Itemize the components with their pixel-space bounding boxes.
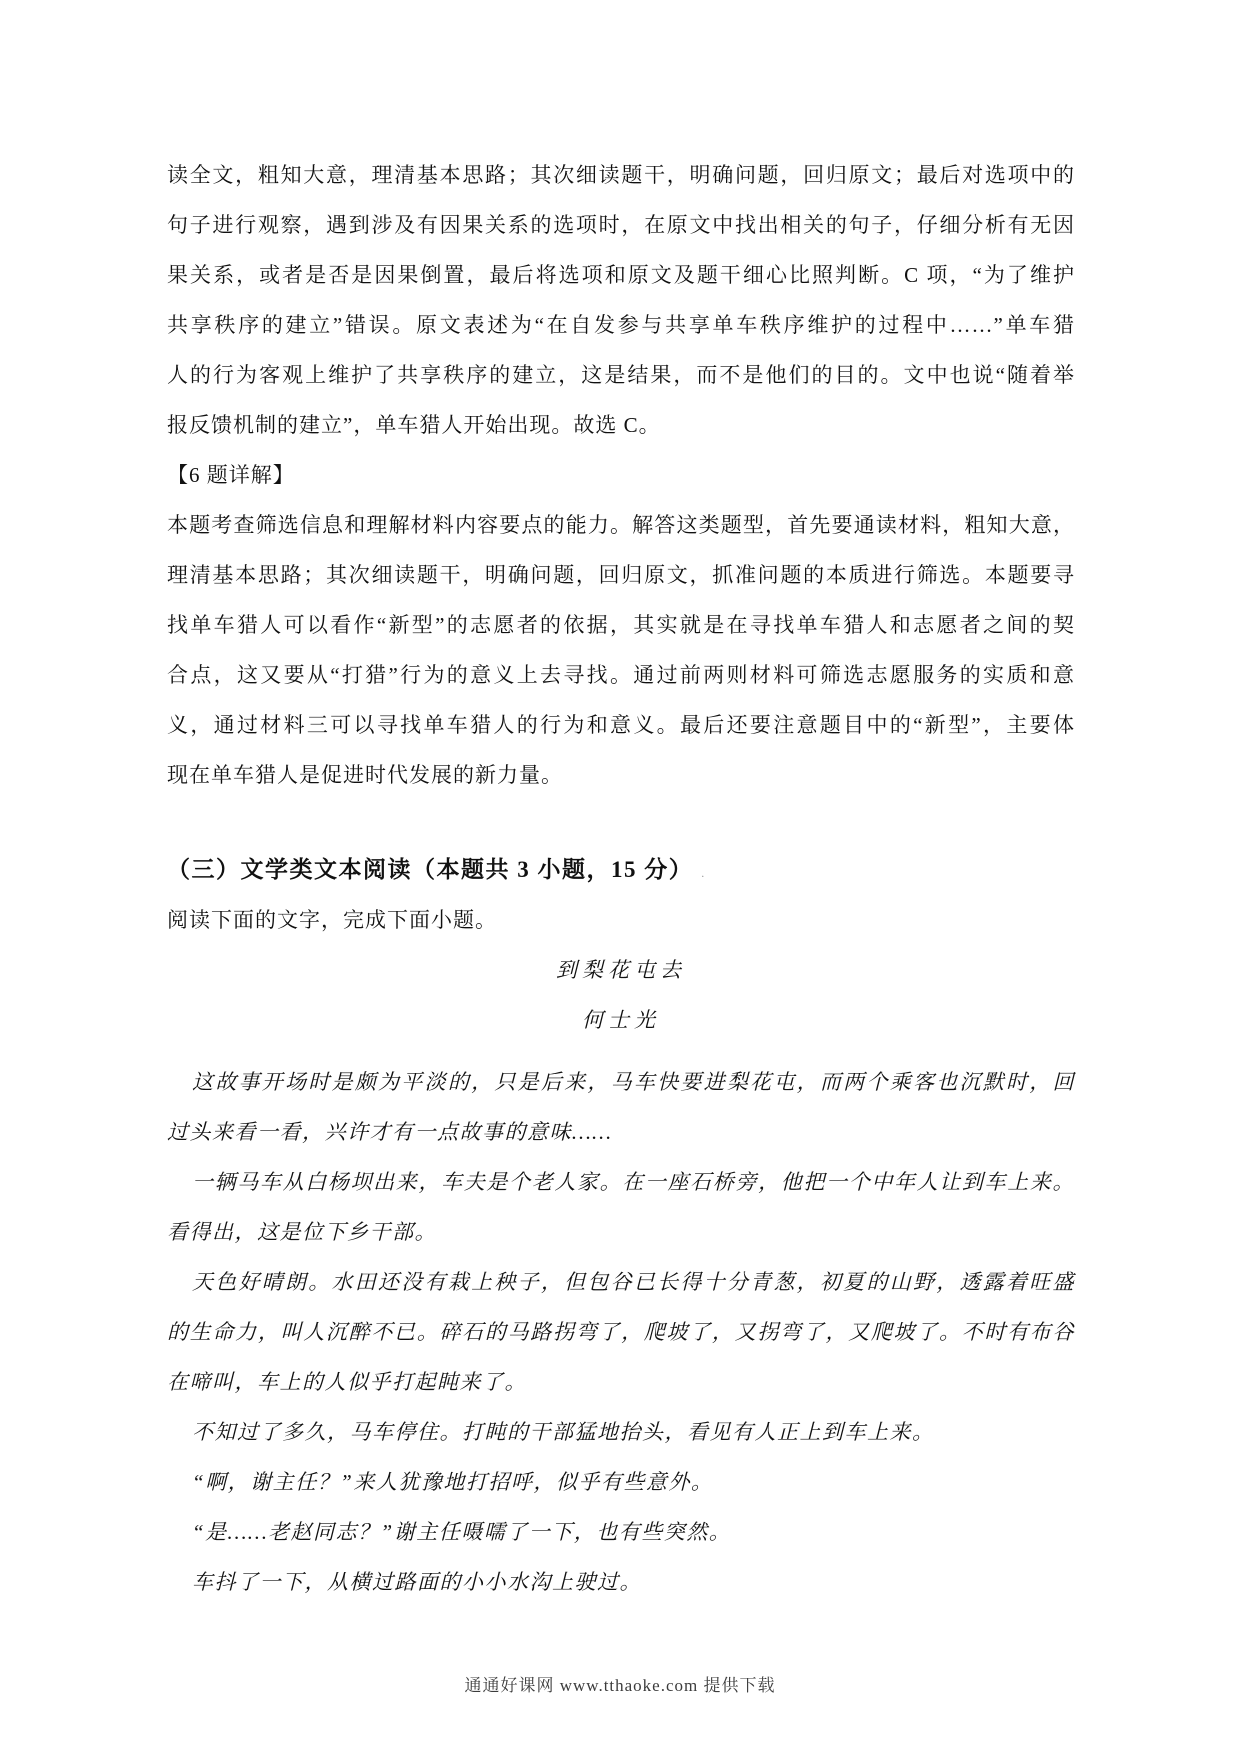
answer-6-analysis-line: 现在单车猎人是促进时代发展的新力量。 [167,763,563,787]
story-text-line: 看得出，这是位下乡干部。 [167,1220,437,1244]
story-author-text: 何士光 [582,1008,660,1032]
answer-6-analysis-line: 本题考查筛选信息和理解材料内容要点的能力。解答这类题型，首先要通读材料，粗知大意， [167,513,1075,537]
story-title-text: 到梨花屯去 [556,958,686,982]
document-content [167,150,1075,1607]
story-author [167,995,1075,1045]
story-text-line: “是……老赵同志？”谢主任嗫嚅了一下，也有些突然。 [192,1520,732,1544]
answer-5-analysis-line: 果关系，或者是否是因果倒置，最后将选项和原文及题干细心比照判断。C 项，“为了维护 [167,263,1075,287]
answer-6-analysis-line: 找单车猎人可以看作“新型”的志愿者的依据，其实就是在寻找单车猎人和志愿者之间的契 [167,613,1075,637]
reading-instruction [167,895,1075,945]
story-text-line: 天色好晴朗。水田还没有栽上秧子，但包谷已长得十分青葱，初夏的山野，透露着旺盛 [192,1270,1075,1294]
section-3-heading-text: （三）文学类文本阅读（本题共 3 小题，15 分） . [167,857,705,882]
section-3-heading [167,845,1075,895]
story-text-line: 过头来看一看，兴许才有一点故事的意味…… [167,1120,613,1144]
answer-6-analysis-line: 义，通过材料三可以寻找单车猎人的行为和意义。最后还要注意题目中的“新型”，主要体 [167,713,1075,737]
answer-5-analysis-line: 句子进行观察，遇到涉及有因果关系的选项时，在原文中找出相关的句子，仔细分析有无因 [167,213,1075,237]
question-6-detail-label [167,450,1075,500]
question-6-detail-label-text: 【6 题详解】 [167,463,295,487]
page-footer: 通通好课网 www.tthaoke.com 提供下载 [464,1676,776,1695]
story-title [167,945,1075,995]
answer-6-analysis-line: 理清基本思路；其次细读题干，明确问题，回归原文，抓准问题的本质进行筛选。本题要寻 [167,563,1075,587]
story-text-line: 的生命力，叫人沉醉不已。碎石的马路拐弯了，爬坡了，又拐弯了，又爬坡了。不时有布谷 [167,1320,1075,1344]
story-text-line: 在啼叫，车上的人似乎打起盹来了。 [167,1370,527,1394]
reading-instruction-text: 阅读下面的文字，完成下面小题。 [167,908,497,932]
answer-5-analysis [167,150,1075,450]
answer-6-analysis [167,500,1075,800]
answer-5-analysis-line: 人的行为客观上维护了共享秩序的建立，这是结果，而不是他们的目的。文中也说“随着举 [167,363,1075,387]
answer-5-analysis-line: 读全文，粗知大意，理清基本思路；其次细读题干，明确问题，回归原文；最后对选项中的 [167,163,1075,187]
answer-6-analysis-line: 合点，这又要从“打猎”行为的意义上去寻找。通过前两则材料可筛选志愿服务的实质和意 [167,663,1075,687]
story-text-line: 不知过了多久，马车停住。打盹的干部猛地抬头，看见有人正上到车上来。 [192,1420,935,1444]
story-text-line: 一辆马车从白杨坝出来，车夫是个老人家。在一座石桥旁，他把一个中年人让到车上来。 [192,1170,1075,1194]
story-text-line: 车抖了一下，从横过路面的小小水沟上驶过。 [192,1570,642,1594]
story-text [167,1057,1075,1607]
answer-5-analysis-line: 共享秩序的建立”错误。原文表述为“在自发参与共享单车秩序维护的过程中……”单车猎 [167,313,1075,337]
story-text-line: “啊，谢主任？”来人犹豫地打招呼，似乎有些意外。 [192,1470,714,1494]
story-text-line: 这故事开场时是颇为平淡的，只是后来，马车快要进梨花屯，而两个乘客也沉默时，回 [192,1070,1075,1094]
heading-suffix-dot: . [701,866,705,880]
answer-5-analysis-line: 报反馈机制的建立”，单车猎人开始出现。故选 C。 [167,413,661,437]
